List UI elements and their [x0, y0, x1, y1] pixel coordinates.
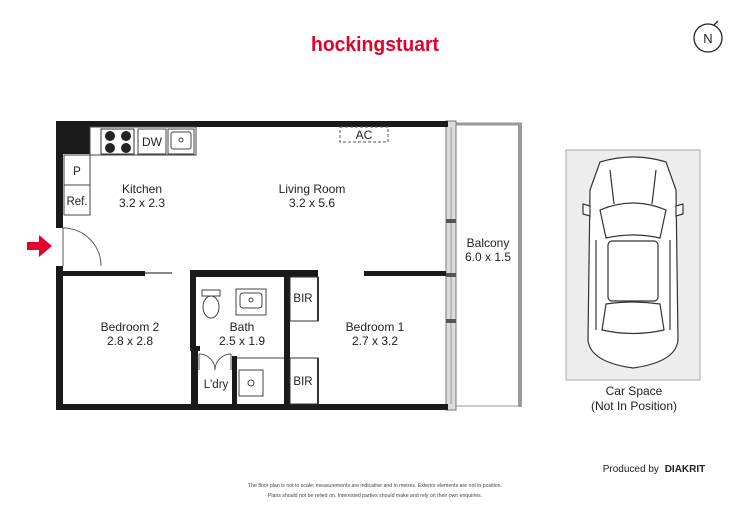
pantry-label: P — [73, 166, 81, 178]
bedroom-1-name: Bedroom 1 — [345, 320, 405, 334]
bedroom-2-size: 2.8 x 2.8 — [106, 334, 154, 348]
dishwasher-label: DW — [142, 135, 162, 149]
toilet-icon — [202, 290, 220, 318]
kitchen-name: Kitchen — [121, 182, 163, 196]
disclaimer-line-1: The floor plan is not to scale; measurements are indicative and in metres. Exterior elements are not in position. — [247, 483, 503, 489]
washing-machine-icon — [239, 370, 263, 396]
sink-icon — [168, 129, 194, 154]
vanity-icon — [236, 289, 266, 315]
bedroom-2-name: Bedroom 2 — [100, 320, 160, 334]
credit-prefix: Produced by — [602, 464, 659, 475]
laundry-name: L'dry — [203, 379, 229, 391]
bath-name: Bath — [229, 320, 255, 334]
disclaimer-line-2: Plans should not be relied on. Interested parties should make and rely on their own enquiries. — [267, 493, 483, 499]
cooktop-icon — [101, 129, 134, 154]
compass-label: N — [703, 31, 713, 46]
car-space-title: Car Space — [605, 384, 663, 398]
car-space-note: (Not In Position) — [590, 399, 678, 413]
car-icon — [583, 157, 683, 368]
balcony-area — [455, 123, 522, 407]
bir-upper-label: BIR — [293, 293, 313, 305]
window-wall — [446, 121, 456, 410]
bath-size: 2.5 x 1.9 — [218, 334, 266, 348]
living-room-name: Living Room — [278, 182, 346, 196]
living-room-size: 3.2 x 5.6 — [288, 196, 336, 210]
balcony-name: Balcony — [466, 236, 510, 250]
fridge-label: Ref. — [66, 196, 88, 208]
brand-logo: hockingstuart — [311, 34, 440, 56]
balcony-size: 6.0 x 1.5 — [464, 250, 512, 264]
ac-label: AC — [355, 128, 373, 142]
bedroom-1-size: 2.7 x 3.2 — [351, 334, 399, 348]
credit-brand: DIAKRIT — [664, 464, 706, 475]
kitchen-size: 3.2 x 2.3 — [118, 196, 166, 210]
bir-lower-label: BIR — [293, 376, 313, 388]
produced-by-credit — [603, 464, 706, 475]
